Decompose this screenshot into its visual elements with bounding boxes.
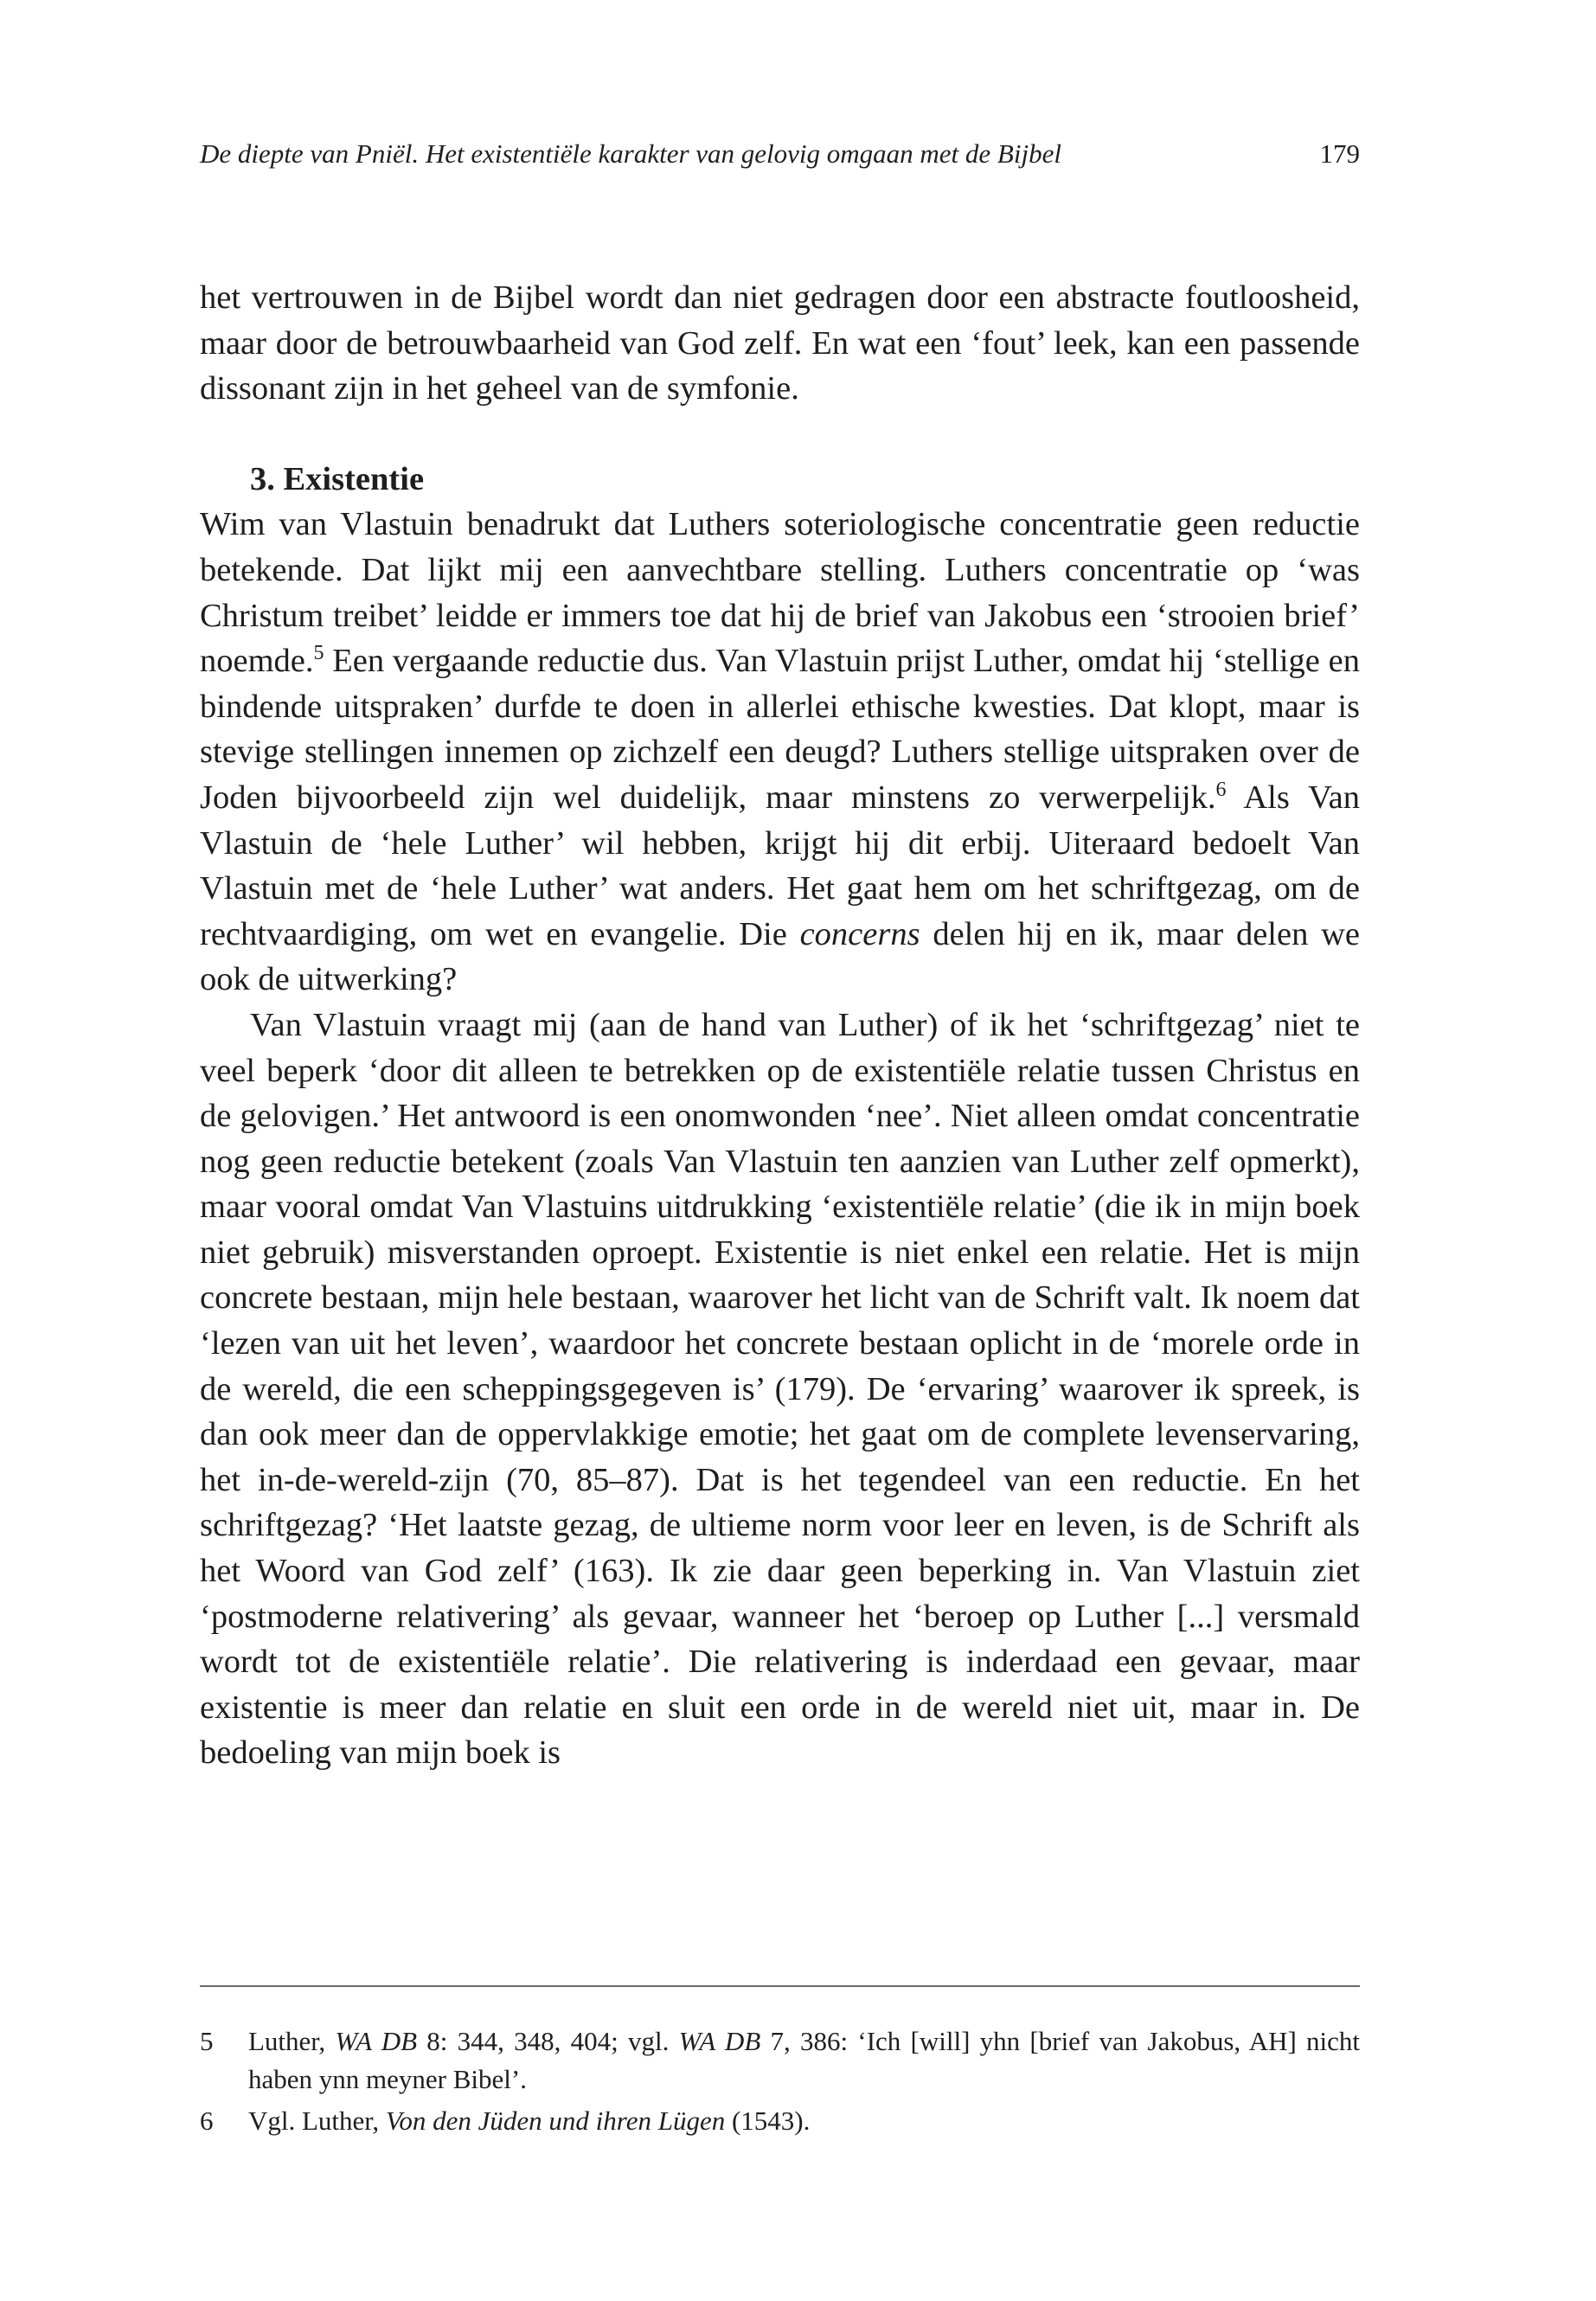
footnote-text (248, 2022, 1360, 2099)
text-run: delen hij en ik, maar delen we ook de uitwerking? (200, 915, 1360, 998)
text-run: Een vergaande reductie dus. Van Vlastuin prijst Luther, omdat hij ‘stellige en bindende uitspraken’ durfde te doen in allerlei ethische kwesties. Dat klopt, maar is stevige stellingen innemen op zichzelf een deugd? Luthers stellige uitspraken over de Joden bijvoorbeeld zijn wel duidelijk, maar minstens zo verwerpelijk. (200, 643, 1360, 816)
italic-title: Von den Jüden und ihren Lügen (385, 2106, 726, 2136)
italic-term: concerns (799, 915, 920, 952)
text-run: 8: 344, 348, 404; vgl. (417, 2026, 679, 2056)
book-page (200, 0, 1360, 2301)
paragraph-schriftgezag: Van Vlastuin vraagt mij (aan de hand van Luther) of ik het ‘schriftgezag’ niet te veel beperk ‘door dit alleen te betrekken op de existentiële relatie tussen Christus en de gelovigen.’ Het antwoord is een onomwonden ‘nee’. Niet alleen omdat concentratie nog geen reductie betekent (zoals Van Vlastuin ten aanzien van Luther zelf opmerkt), maar vooral omdat Van Vlastuins uitdrukking ‘existentiële relatie’ (die ik in mijn boek niet gebruik) misverstanden oproept. Existentie is niet enkel een relatie. Het is mijn concrete bestaan, mijn hele bestaan, waarover het licht van de Schrift valt. Ik noem dat ‘lezen van uit het leven’, waardoor het concrete bestaan oplicht in de ‘morele orde in de wereld, die een scheppingsgegeven is’ (179). De ‘ervaring’ waarover ik spreek, is dan ook meer dan de oppervlakkige emotie; het gaat om de complete levenservaring, het in-de-wereld-zijn (70, 85–87). Dat is het tegendeel van een reductie. En het schriftgezag? ‘Het laatste gezag, de ultieme norm voor leer en leven, is de Schrift als het Woord van God zelf’ (163). Ik zie daar geen beperking in. Van Vlastuin ziet ‘postmoderne relativering’ als gevaar, wanneer het ‘beroep op Luther [...] versmald wordt tot de existentiële relatie’. Die relativering is inderdaad een gevaar, maar existentie is meer dan relatie en sluit een orde in de wereld niet uit, maar in. De bedoeling van mijn boek is (200, 1006, 1360, 1772)
running-head (200, 138, 1360, 176)
text-run: (1543). (725, 2106, 811, 2136)
paragraph-continuation: het vertrouwen in de Bijbel wordt dan niet gedragen door een abstracte foutloosheid, maar door de betrouwbaarheid van God zelf. En wat een ‘fout’ leek, kan een passende dissonant zijn in het geheel van de symfonie. (200, 279, 1360, 407)
text-run: Luther, (248, 2026, 336, 2056)
body-text (200, 275, 1360, 1776)
footnote-5 (200, 2022, 1360, 2099)
text-run: Als Van Vlastuin de ‘hele Luther’ wil hebben, krijgt hij dit erbij. Uiteraard bedoelt Van Vlastuin met de ‘hele Luther’ wat anders. Het gaat hem om het schriftgezag, om de rechtvaardiging, om wet en evangelie. Die (200, 779, 1360, 952)
running-title: De diepte van Pniël. Het existentiële karakter van gelovig omgaan met de Bijbel (200, 138, 1061, 169)
italic-abbrev: WA DB (678, 2026, 761, 2056)
footnote-number: 6 (200, 2106, 214, 2136)
italic-abbrev: WA DB (335, 2026, 418, 2056)
footnote-divider (200, 1985, 1360, 1987)
page-number: 179 (1319, 138, 1360, 169)
text-run: Vgl. Luther, (248, 2106, 386, 2136)
footnote-number: 5 (200, 2026, 214, 2056)
paragraph-existentie-intro (200, 502, 1360, 1003)
footnote-6 (200, 2102, 1360, 2140)
section-heading: 3. Existentie (250, 460, 425, 497)
text-run: 7, 386: ‘Ich [will] yhn [brief van Jakobus, AH] nicht haben ynn meyner Bibel’. (248, 2026, 1361, 2094)
footnote-text (248, 2102, 1360, 2140)
footnotes (200, 2022, 1360, 2144)
footnote-ref-5[interactable]: 5 (313, 642, 324, 665)
footnote-ref-6[interactable]: 6 (1215, 778, 1227, 801)
text-run: Wim van Vlastuin benadrukt dat Luthers soteriologische concentratie geen reductie betekende. Dat lijkt mij een aanvechtbare stelling. Luthers concentratie op ‘was Christum treibet’ leidde er immers toe dat hij de brief van Jakobus een ‘strooien brief’ noemde. (200, 506, 1360, 680)
